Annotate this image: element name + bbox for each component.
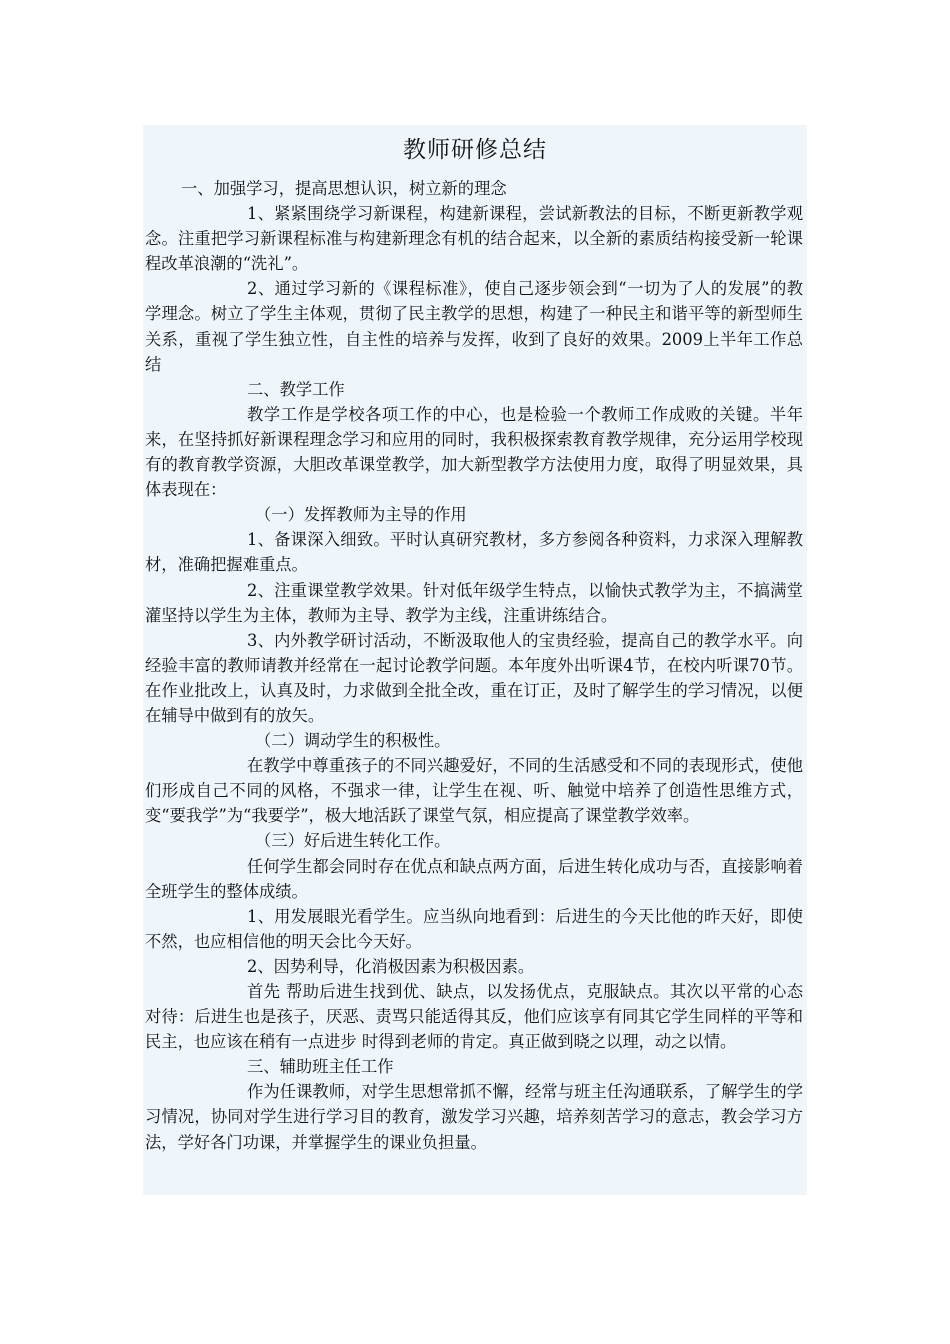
paragraph: 一、加强学习，提高思想认识，树立新的理念 xyxy=(181,179,507,198)
paragraph: 1、备课深入细致。平时认真研究教材，多方参阅各种资料，力求深入理解教材，准确把握难重点。 xyxy=(145,530,803,575)
document-body xyxy=(143,125,807,1195)
paragraph: 3、内外教学研讨活动，不断汲取他人的宝贵经验，提高自己的教学水平。向经验丰富的教师请教并经常在一起讨论教学问题。本年度外出听课4节，在校内听课70节。在作业批改上，认真及时，力求做到全批全改，重在订正，及时了解学生的学习情况，以便在辅导中做到有的放矢。 xyxy=(145,630,803,725)
paragraph: 教学工作是学校各项工作的中心，也是检验一个教师工作成败的关键。半年来，在坚持抓好新课程理念学习和应用的同时，我积极探索教育教学规律，充分运用学校现有的教育教学资源，大胆改革课堂教学，加大新型教学方法使用力度，取得了明显效果，具体表现在： xyxy=(145,404,803,500)
paragraph: 1、用发展眼光看学生。应当纵向地看到：后进生的今天比他的昨天好，即使不然，也应相信他的明天会比今天好。 xyxy=(145,906,803,951)
paragraph: （一）发挥教师为主导的作用 xyxy=(255,505,467,525)
paragraph: 2、因势利导，化消极因素为积极因素。 xyxy=(247,956,535,976)
paragraph: 首先 帮助后进生找到优、缺点，以发扬优点，克服缺点。其次以平常的心态对待：后进生也是孩子，厌恶、责骂只能适得其反，他们应该享有同其它学生同样的平等和民主，也应该在稍有一点进步 时得到老师的肯定。真正做到晓之以理，动之以情。 xyxy=(145,982,803,1052)
paragraph: （三）好后进生转化工作。 xyxy=(255,831,451,851)
paragraph: 在教学中尊重孩子的不同兴趣爱好，不同的生活感受和不同的表现形式，使他们形成自己不同的风格，不强求一律，让学生在视、听、触觉中培养了创造性思维方式，变“要我学”为“我要学”，极大地活跃了课堂气氛，相应提高了课堂教学效率。 xyxy=(145,756,803,826)
paragraph: 2、通过学习新的《课程标准》，使自己逐步领会到“一切为了人的发展”的教学理念。树立了学生主体观，贯彻了民主教学的思想，构建了一种民主和谐平等的新型师生关系，重视了学生独立性，自主性的培养与发挥，收到了良好的效果。2009上半年工作总结 xyxy=(145,279,803,374)
document-paragraphs xyxy=(143,176,807,1155)
paragraph: 作为任课教师，对学生思想常抓不懈，经常与班主任沟通联系，了解学生的学习情况，协同对学生进行学习目的教育，激发学习兴趣，培养刻苦学习的意志，教会学习方法，学好各门功课，并掌握学生的课业负担量。 xyxy=(145,1082,803,1152)
paragraph: 二、教学工作 xyxy=(247,379,345,399)
paragraph: 2、注重课堂教学效果。针对低年级学生特点，以愉快式教学为主，不搞满堂灌坚持以学生为主体，教师为主导、教学为主线，注重讲练结合。 xyxy=(145,580,803,625)
paragraph: 任何学生都会同时存在优点和缺点两方面，后进生转化成功与否，直接影响着全班学生的整体成绩。 xyxy=(145,856,803,901)
paragraph: 1、紧紧围绕学习新课程，构建新课程，尝试新教法的目标，不断更新教学观念。注重把学习新课程标准与构建新理念有机的结合起来，以全新的素质结构接受新一轮课程改革浪潮的“洗礼”。 xyxy=(145,204,803,274)
document-title: 教师研修总结 xyxy=(403,137,547,163)
paragraph: 三、辅助班主任工作 xyxy=(247,1057,394,1077)
paragraph: （二）调动学生的积极性。 xyxy=(255,731,451,751)
